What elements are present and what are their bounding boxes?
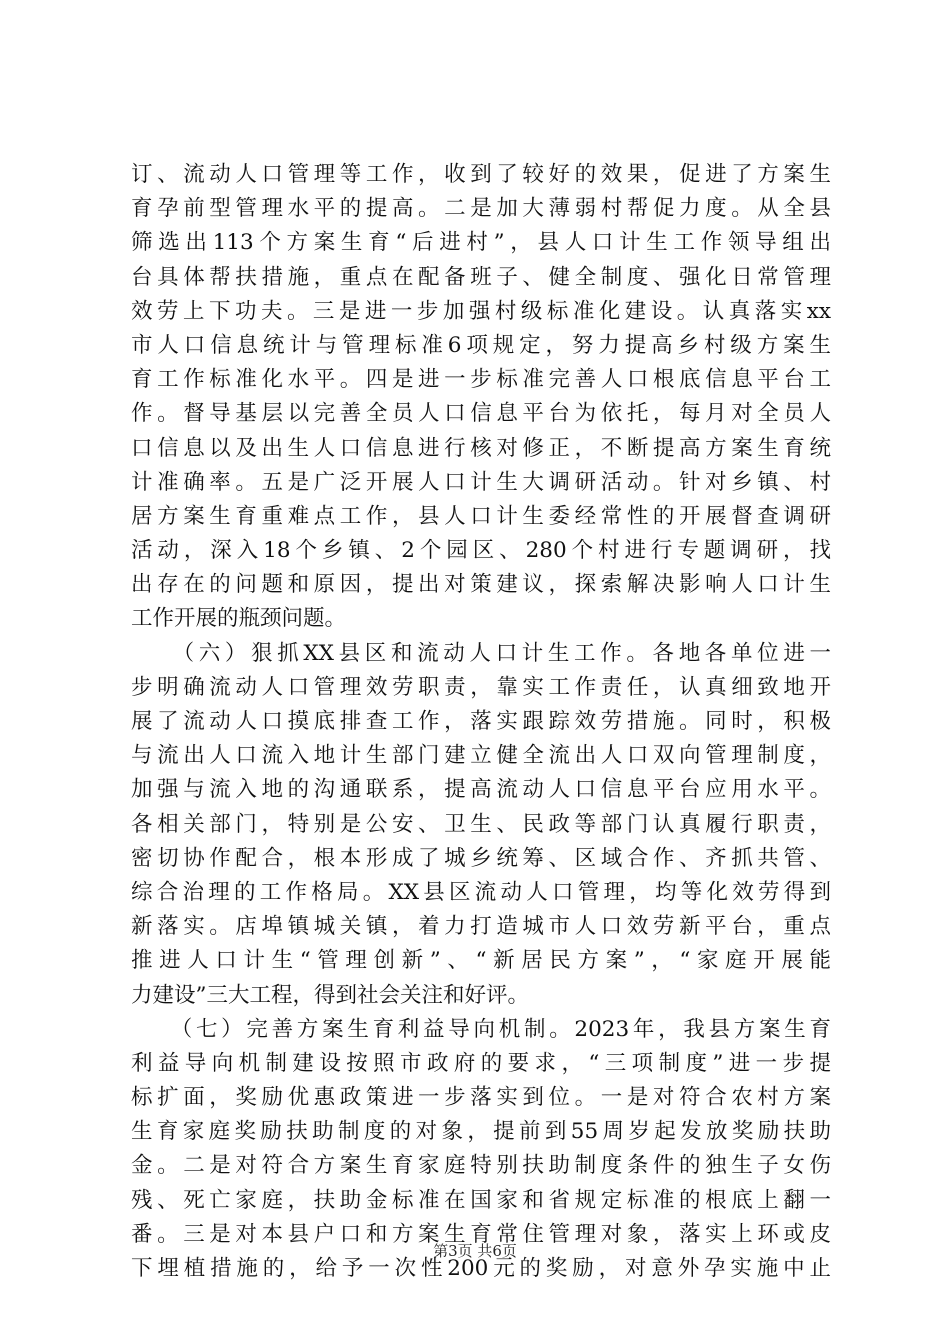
text-line: 市人口信息统计与管理标准6项规定，努力提高乡村级方案生 (131, 332, 831, 358)
text-line: 订、流动人口管理等工作，收到了较好的效果，促进了方案生 (131, 162, 831, 187)
text-line: 各相关部门，特别是公安、卫生、民政等部门认真履行职责， (131, 811, 831, 837)
text-line: 新落实。店埠镇城关镇，着力打造城市人口效劳新平台，重点 (131, 914, 831, 940)
text-line: 加强与流入地的沟通联系，提高流动人口信息平台应用水平。 (131, 777, 831, 803)
text-line: 居方案生育重难点工作，县人口计生委经常性的开展督查调研 (131, 503, 831, 529)
text-line: 生育家庭奖励扶助制度的对象，提前到55周岁起发放奖励扶助 (131, 1119, 831, 1145)
text-line: 作。督导基层以完善全员人口信息平台为依托，每月对全员人 (131, 401, 831, 427)
text-line: 下埋植措施的，给予一次性200元的奖励，对意外孕实施中止 (131, 1256, 831, 1281)
text-line: 计准确率。五是广泛开展人口计生大调研活动。针对乡镇、村 (131, 469, 831, 495)
body-text (131, 158, 831, 1286)
text-line: 台具体帮扶措施，重点在配备班子、健全制度、强化日常管理 (131, 264, 831, 290)
text-line: （六）狠抓XX县区和流动人口计生工作。各地各单位进一 (131, 640, 831, 666)
page-footer: 第3页 共6页 (433, 1242, 517, 1260)
text-line: （七）完善方案生育利益导向机制。2023年，我县方案生育 (131, 1016, 831, 1042)
text-line: 密切协作配合，根本形成了城乡统筹、区域合作、齐抓共管、 (131, 845, 831, 871)
text-line: 展了流动人口摸底排查工作，落实跟踪效劳措施。同时，积极 (131, 709, 831, 734)
text-line: 残、死亡家庭，扶助金标准在国家和省规定标准的根底上翻一 (131, 1187, 831, 1213)
text-line: 筛选出113个方案生育“后进村”，县人口计生工作领导组出 (131, 230, 831, 256)
text-line: 金。二是对符合方案生育家庭特别扶助制度条件的独生子女伤 (131, 1153, 831, 1179)
text-line: 利益导向机制建设按照市政府的要求，“三项制度”进一步提 (131, 1050, 831, 1076)
text-line: 效劳上下功夫。三是进一步加强村级标准化建设。认真落实xx (131, 298, 831, 324)
text-line: 步明确流动人口管理效劳职责，靠实工作责任，认真细致地开 (131, 674, 831, 700)
text-line: 口信息以及出生人口信息进行核对修正，不断提高方案生育统 (131, 435, 831, 461)
text-line: 育工作标准化水平。四是进一步标准完善人口根底信息平台工 (131, 367, 831, 393)
text-line: 与流出人口流入地计生部门建立健全流出人口双向管理制度， (131, 743, 831, 769)
text-line: 出存在的问题和原因，提出对策建议，探索解决影响人口计生 (131, 572, 831, 598)
text-line: 标扩面，奖励优惠政策进一步落实到位。一是对符合农村方案 (131, 1085, 831, 1111)
text-line: 推进人口计生“管理创新”、“新居民方案”，“家庭开展能 (131, 948, 831, 974)
text-line: 力建设”三大工程，得到社会关注和好评。 (131, 982, 529, 1008)
text-line: 工作开展的瓶颈问题。 (131, 606, 347, 632)
text-line: 番。三是对本县户口和方案生育常住管理对象，落实上环或皮 (131, 1221, 831, 1247)
text-line: 育孕前型管理水平的提高。二是加大薄弱村帮促力度。从全县 (131, 196, 831, 222)
text-line: 活动，深入18个乡镇、2个园区、280个村进行专题调研，找 (131, 538, 831, 564)
text-line: 综合治理的工作格局。XX县区流动人口管理，均等化效劳得到 (131, 879, 831, 905)
